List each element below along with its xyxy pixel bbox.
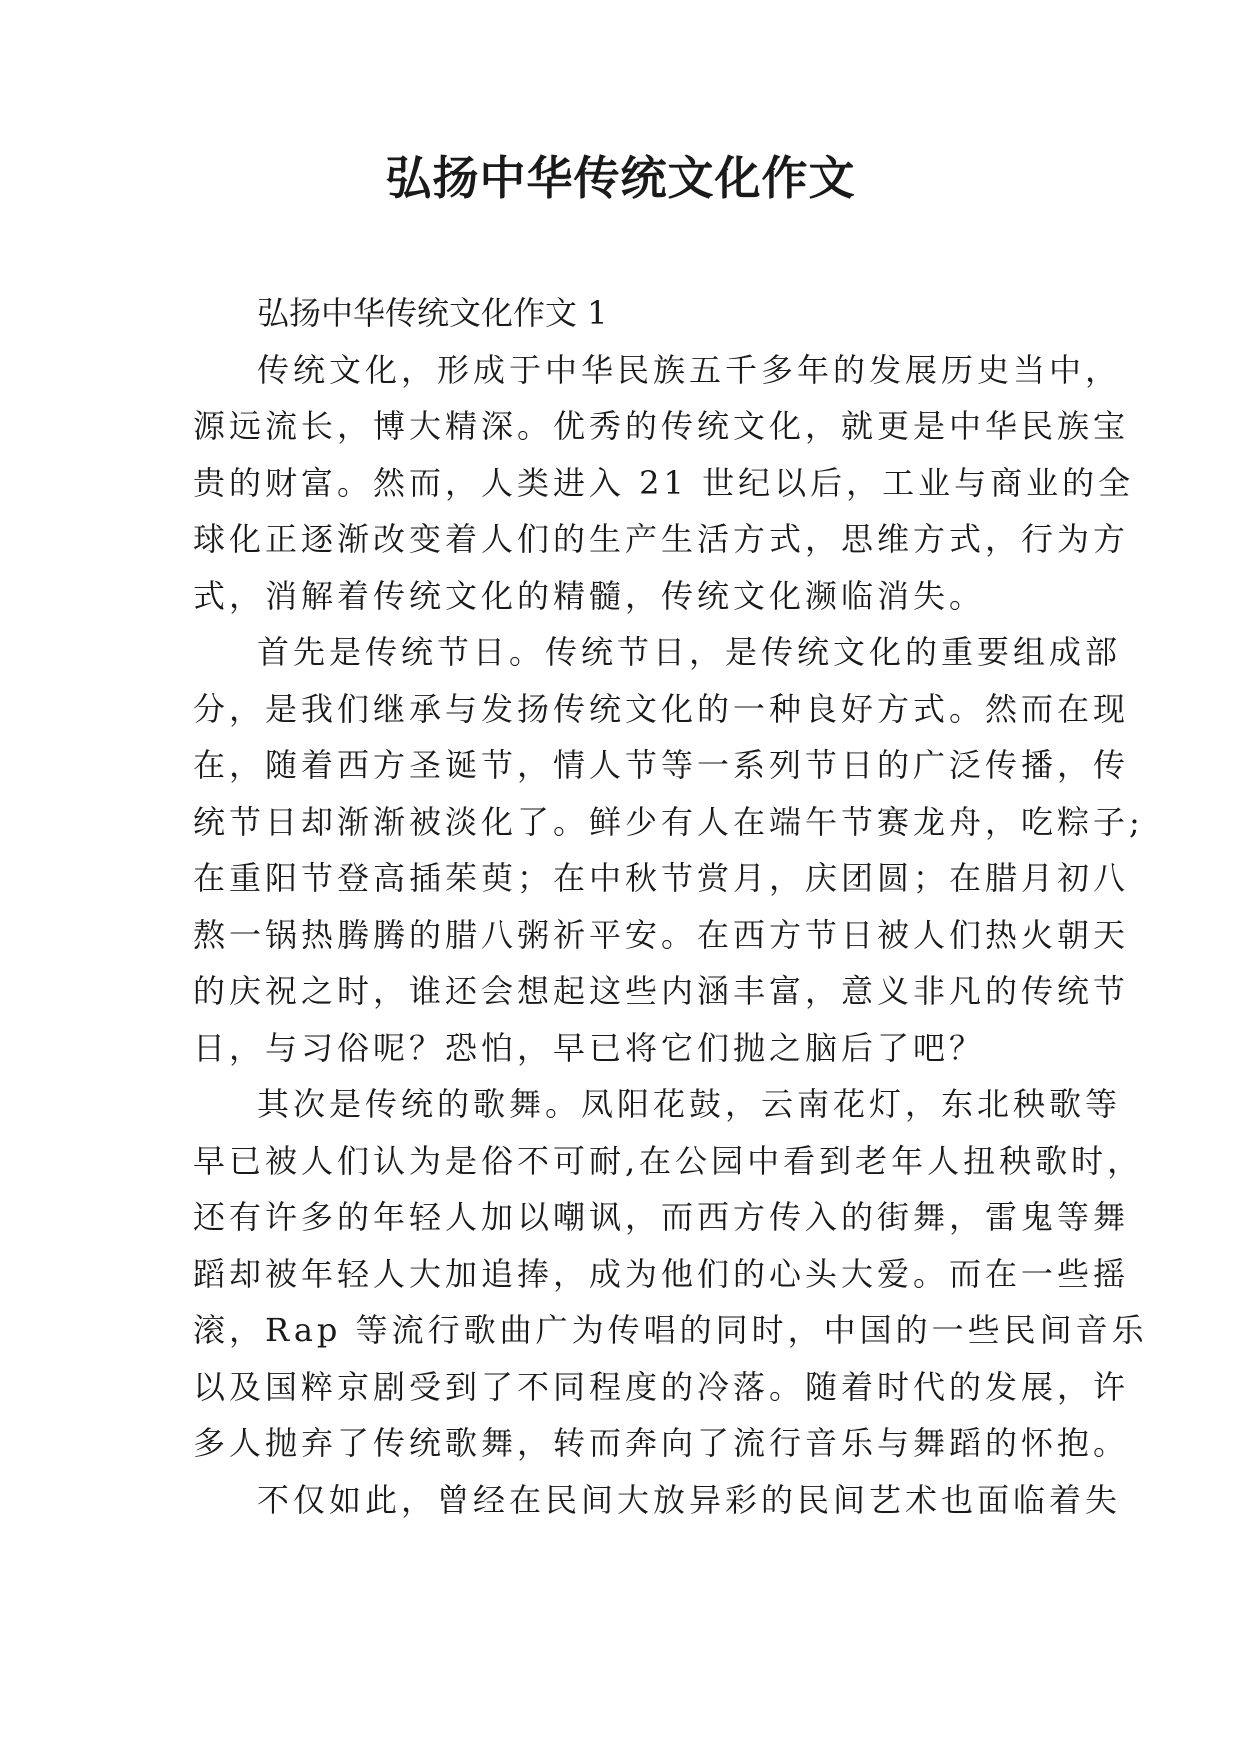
paragraph-line: 统节日却渐渐被淡化了。鲜少有人在端午节赛龙舟，吃粽子; (193, 802, 1144, 841)
paragraph-line: 不仅如此，曾经在民间大放异彩的民间艺术也面临着失 (257, 1480, 1122, 1519)
document-body (193, 285, 1148, 1528)
paragraph-2 (193, 624, 1144, 1076)
paragraph-line: 日，与习俗呢？恐怕，早已将它们抛之脑后了吧？ (193, 1028, 986, 1067)
paragraph-line: 多人抛弃了传统歌舞，转而奔向了流行音乐与舞蹈的怀抱。 (193, 1424, 1130, 1462)
paragraph-line: 球化正逐渐改变着人们的生产生活方式，思维方式，行为方 (193, 520, 1130, 558)
paragraph-line: 的庆祝之时，谁还会想起这些内涵丰富，意义非凡的传统节 (193, 972, 1130, 1010)
paragraph-line: 蹈却被年轻人大加追捧，成为他们的心头大爱。而在一些摇 (193, 1254, 1130, 1293)
paragraph-line: 源远流长，博大精深。优秀的传统文化，就更是中华民族宝 (193, 407, 1130, 445)
paragraph-line: 熬一锅热腾腾的腊八粥祈平安。在西方节日被人们热火朝天 (193, 915, 1130, 954)
paragraph-line: 首先是传统节日。传统节日，是传统文化的重要组成部 (257, 633, 1122, 671)
paragraph-3 (193, 1076, 1148, 1472)
paragraph-4 (193, 1472, 1122, 1529)
paragraph-line: 分，是我们继承与发扬传统文化的一种良好方式。然而在现 (193, 689, 1130, 728)
paragraph-line: 早已被人们认为是俗不可耐,在公园中看到老年人扭秧歌时， (193, 1141, 1144, 1180)
document-title: 弘扬中华传统文化作文 (385, 151, 856, 205)
paragraph-line: 还有许多的年轻人加以嘲讽，而西方传入的街舞，雷鬼等舞 (193, 1198, 1130, 1236)
paragraph-line: 滚，Rap 等流行歌曲广为传唱的同时，中国的一些民间音乐 (193, 1311, 1148, 1349)
paragraph-line: 在重阳节登高插茱萸；在中秋节赏月，庆团圆；在腊月初八 (193, 859, 1130, 897)
paragraph-line: 在，随着西方圣诞节，情人节等一系列节日的广泛传播，传 (193, 746, 1130, 784)
paragraph-line: 以及国粹京剧受到了不同程度的冷落。随着时代的发展，许 (193, 1367, 1130, 1406)
paragraph-line: 式，消解着传统文化的精髓，传统文化濒临消失。 (193, 576, 986, 615)
paragraph-line: 贵的财富。然而，人类进入 21 世纪以后，工业与商业的全 (193, 463, 1135, 502)
paragraph-line: 其次是传统的歌舞。凤阳花鼓，云南花灯，东北秧歌等 (257, 1085, 1122, 1123)
paragraph-1 (193, 342, 1135, 625)
section-subtitle: 弘扬中华传统文化作文 1 (257, 294, 608, 332)
paragraph-line: 传统文化，形成于中华民族五千多年的发展历史当中， (257, 350, 1122, 389)
